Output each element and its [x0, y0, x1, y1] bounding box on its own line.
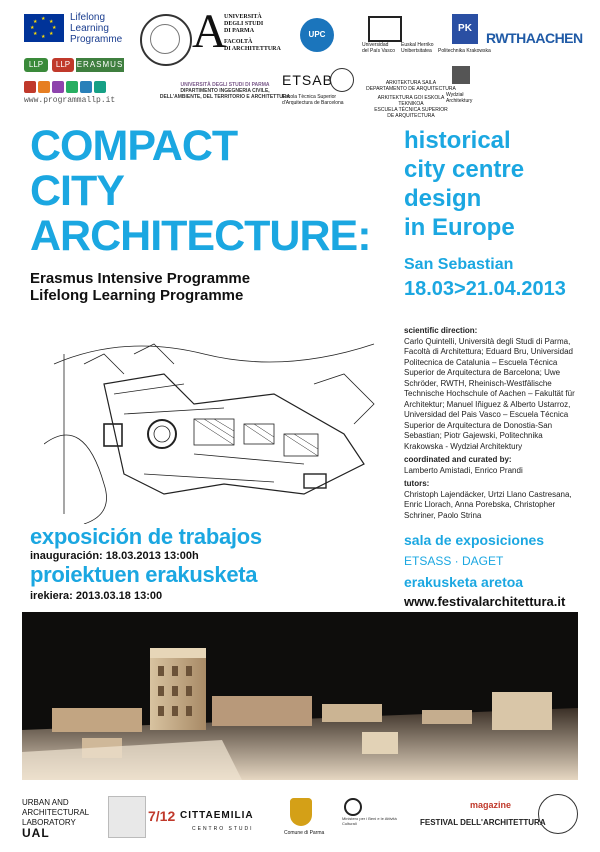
ministry-label: Ministero per i Beni e le Attività Culturali: [342, 816, 397, 826]
parma-university-text: UNIVERSITÀ DEGLI STUDI DI PARMA FACOLTÀ DI ARCHITETTURA: [224, 14, 281, 52]
etsab-text: Escola Tècnica Superior d'Arquitectura de Barcelona: [282, 94, 344, 106]
venue-title-es: sala de exposiciones: [404, 532, 545, 548]
exhibition-title-eu: proiektuen erakusketa: [30, 562, 258, 587]
economy-form-logo: [108, 796, 146, 838]
tutors-label: tutors:: [404, 479, 430, 488]
llp-programme-title: Lifelong Learning Programme: [70, 12, 123, 45]
daget-text: ARKITEKTURA SAILA DEPARTAMENTO DE ARQUITECTURA ARKITEKTURA GOI ESKOLA TEKNIKOA ESCUELA TÉCNICA SUPERIOR DE ARQUITECTURA: [366, 80, 456, 119]
llp-colour-strip: [24, 80, 124, 92]
parma-seal-logo: [140, 14, 192, 66]
magazine-label: magazine: [470, 800, 512, 810]
parma-department-text: UNIVERSITÀ DEGLI STUDI DI PARMA DIPARTIMENTO INGEGNERIA CIVILE, DELL'AMBIENTE, DEL TERRITORIO E ARCHITETTURA: [159, 82, 291, 100]
llp-badge-red: LLP: [52, 58, 74, 72]
ehu-text: Universidad del País Vasco Euskal Herriko Unibertsitatea: [362, 42, 434, 54]
scientific-label: scientific direction:: [404, 326, 478, 335]
etsab-emblem: [330, 68, 354, 92]
main-title: COMPACT CITY ARCHITECTURE:: [30, 122, 371, 260]
politechnika-krakowska-logo: PK: [452, 14, 478, 44]
wydzial-text: Wydział Architektury: [446, 92, 473, 104]
rwth-logo: RWTHAACHEN: [486, 30, 583, 46]
coordinated-label: coordinated and curated by:: [404, 455, 512, 464]
comune-di-parma-label: Comune di Parma: [284, 830, 325, 836]
upc-logo: UPC: [300, 18, 334, 52]
llp-url: www.programmallp.it: [24, 96, 116, 105]
eu-flag-logo: ★ ★ ★ ★ ★ ★ ★ ★: [24, 14, 64, 42]
centro-studi-label: CENTRO STUDI: [192, 826, 254, 832]
comune-di-parma-crest: [290, 798, 312, 826]
coordinated-text: Lamberto Amistadi, Enrico Prandi: [404, 465, 523, 475]
etsab-logo: ETSAB: [282, 72, 333, 88]
cittaemilia-logo: CITTAEMILIA: [180, 810, 254, 821]
venue-name: ETSASS · DAGET: [404, 554, 504, 568]
ehu-logo: [368, 16, 402, 42]
seven-twelve-logo: 7/12: [148, 808, 176, 824]
venue-title-eu: erakusketa aretoa: [404, 574, 524, 590]
parma-architecture-logo: A: [192, 5, 227, 58]
wydzial-logo: [452, 66, 470, 84]
theme-title: historical city centre design in Europe: [404, 127, 525, 241]
website-link[interactable]: www.festivalarchitettura.it: [404, 594, 566, 609]
opening-eu: irekiera: 2013.03.18 13:00: [30, 590, 163, 602]
programme-subtitle: Erasmus Intensive Programme Lifelong Learning Programme: [30, 270, 251, 304]
ual-logo: URBAN AND ARCHITECTURAL LABORATORY UAL: [22, 798, 90, 840]
site-plan-sketch: [44, 324, 388, 524]
city-name: San Sebastian: [404, 256, 514, 273]
event-dates: 18.03>21.04.2013: [404, 278, 566, 300]
ministry-emblem: [344, 798, 362, 816]
architectural-model-photo: [22, 612, 578, 780]
tutors-text: Christoph Lajendäcker, Urtzi Llano Castresana, Enric Llorach, Anna Porebska, Christopher Schriner, Paolo Strina: [404, 489, 572, 520]
exhibition-title-es: exposición de trabajos: [30, 524, 262, 549]
erasmus-label: ERASMUS: [76, 58, 124, 72]
round-emblem-logo: [538, 794, 578, 834]
scientific-text: Carlo Quintelli, Università degli Studi di Parma, Facoltà di Architettura; Eduard Bru, Universidad Politecnica de Catalunia – Escuela Técnica Superior de Arquitectura de Barcelona; Uwe Schröder, RWTH, Rheinisch-Westfälische Technische Hochschule of Aachen – Fakultät für Architektur; Manuel Iñiguez & Alberto Ustarroz, Universidad del Pais Vasco – Escuela Técnica Superior de Arquitectura de Donostia-San Sebastian; Piotr Gajewski, Politechnika Krakowska - Wydział Architektury: [404, 336, 575, 451]
pk-text: Politechnika Krakowska: [438, 48, 491, 54]
credits-block: [404, 326, 584, 524]
festival-label: FESTIVAL DELL'ARCHITETTURA: [420, 818, 546, 827]
opening-es: inauguración: 18.03.2013 13:00h: [30, 550, 199, 562]
llp-badge-green: LLP: [24, 58, 48, 72]
